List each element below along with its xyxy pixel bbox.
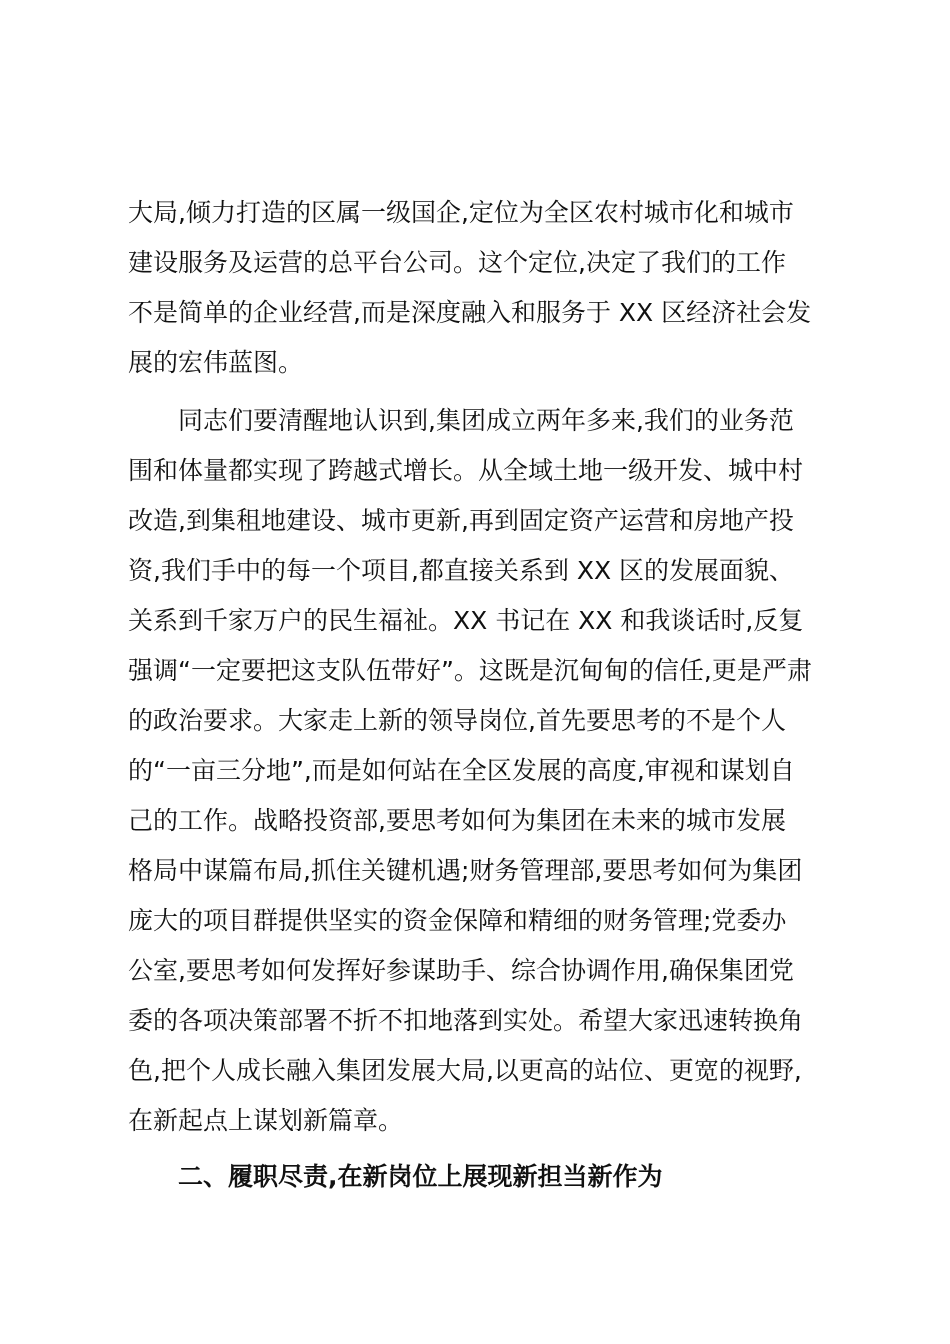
- paragraph-line: 己的工作。战略投资部,要思考如何为集团在未来的城市发展: [128, 806, 786, 835]
- paragraph-line: 展的宏伟蓝图。: [128, 348, 304, 377]
- paragraph-line: 同志们要清醒地认识到,集团成立两年多来,我们的业务范: [178, 406, 794, 435]
- paragraph-1: [128, 188, 822, 388]
- paragraph-line: 委的各项决策部署不折不扣地落到实处。希望大家迅速转换角: [128, 1006, 804, 1035]
- paragraph-line: 的“一亩三分地”,而是如何站在全区发展的高度,审视和谋划自: [128, 756, 795, 785]
- paragraph-line: 公室,要思考如何发挥好参谋助手、综合协调作用,确保集团党: [128, 956, 794, 985]
- paragraph-line: 色,把个人成长融入集团发展大局,以更高的站位、更宽的视野,: [128, 1056, 802, 1085]
- paragraph-line: 不是简单的企业经营,而是深度融入和服务于 XX 区经济社会发: [128, 298, 812, 327]
- paragraph-line: 在新起点上谋划新篇章。: [128, 1106, 404, 1135]
- paragraph-line: 强调“一定要把这支队伍带好”。这既是沉甸甸的信任,更是严肃: [128, 656, 812, 685]
- paragraph-line: 的政治要求。大家走上新的领导岗位,首先要思考的不是个人: [128, 706, 786, 735]
- paragraph-2: [128, 396, 822, 1146]
- paragraph-line: 大局,倾力打造的区属一级国企,定位为全区农村城市化和城市: [128, 198, 794, 227]
- paragraph-line: 资,我们手中的每一个项目,都直接关系到 XX 区的发展面貌、: [128, 556, 795, 585]
- paragraph-line: 建设服务及运营的总平台公司。这个定位,决定了我们的工作: [128, 248, 786, 277]
- paragraph-line: 格局中谋篇布局,抓住关键机遇;财务管理部,要思考如何为集团: [128, 856, 803, 885]
- paragraph-line: 改造,到集租地建设、城市更新,再到固定资产运营和房地产投: [128, 506, 794, 535]
- paragraph-line: 庞大的项目群提供坚实的资金保障和精细的财务管理;党委办: [128, 906, 787, 935]
- paragraph-line: 围和体量都实现了跨越式增长。从全域土地一级开发、城中村: [128, 456, 804, 485]
- paragraph-line: 关系到千家万户的民生福祉。XX 书记在 XX 和我谈话时,反复: [128, 606, 804, 635]
- section-heading: 二、履职尽责,在新岗位上展现新担当新作为: [178, 1162, 663, 1191]
